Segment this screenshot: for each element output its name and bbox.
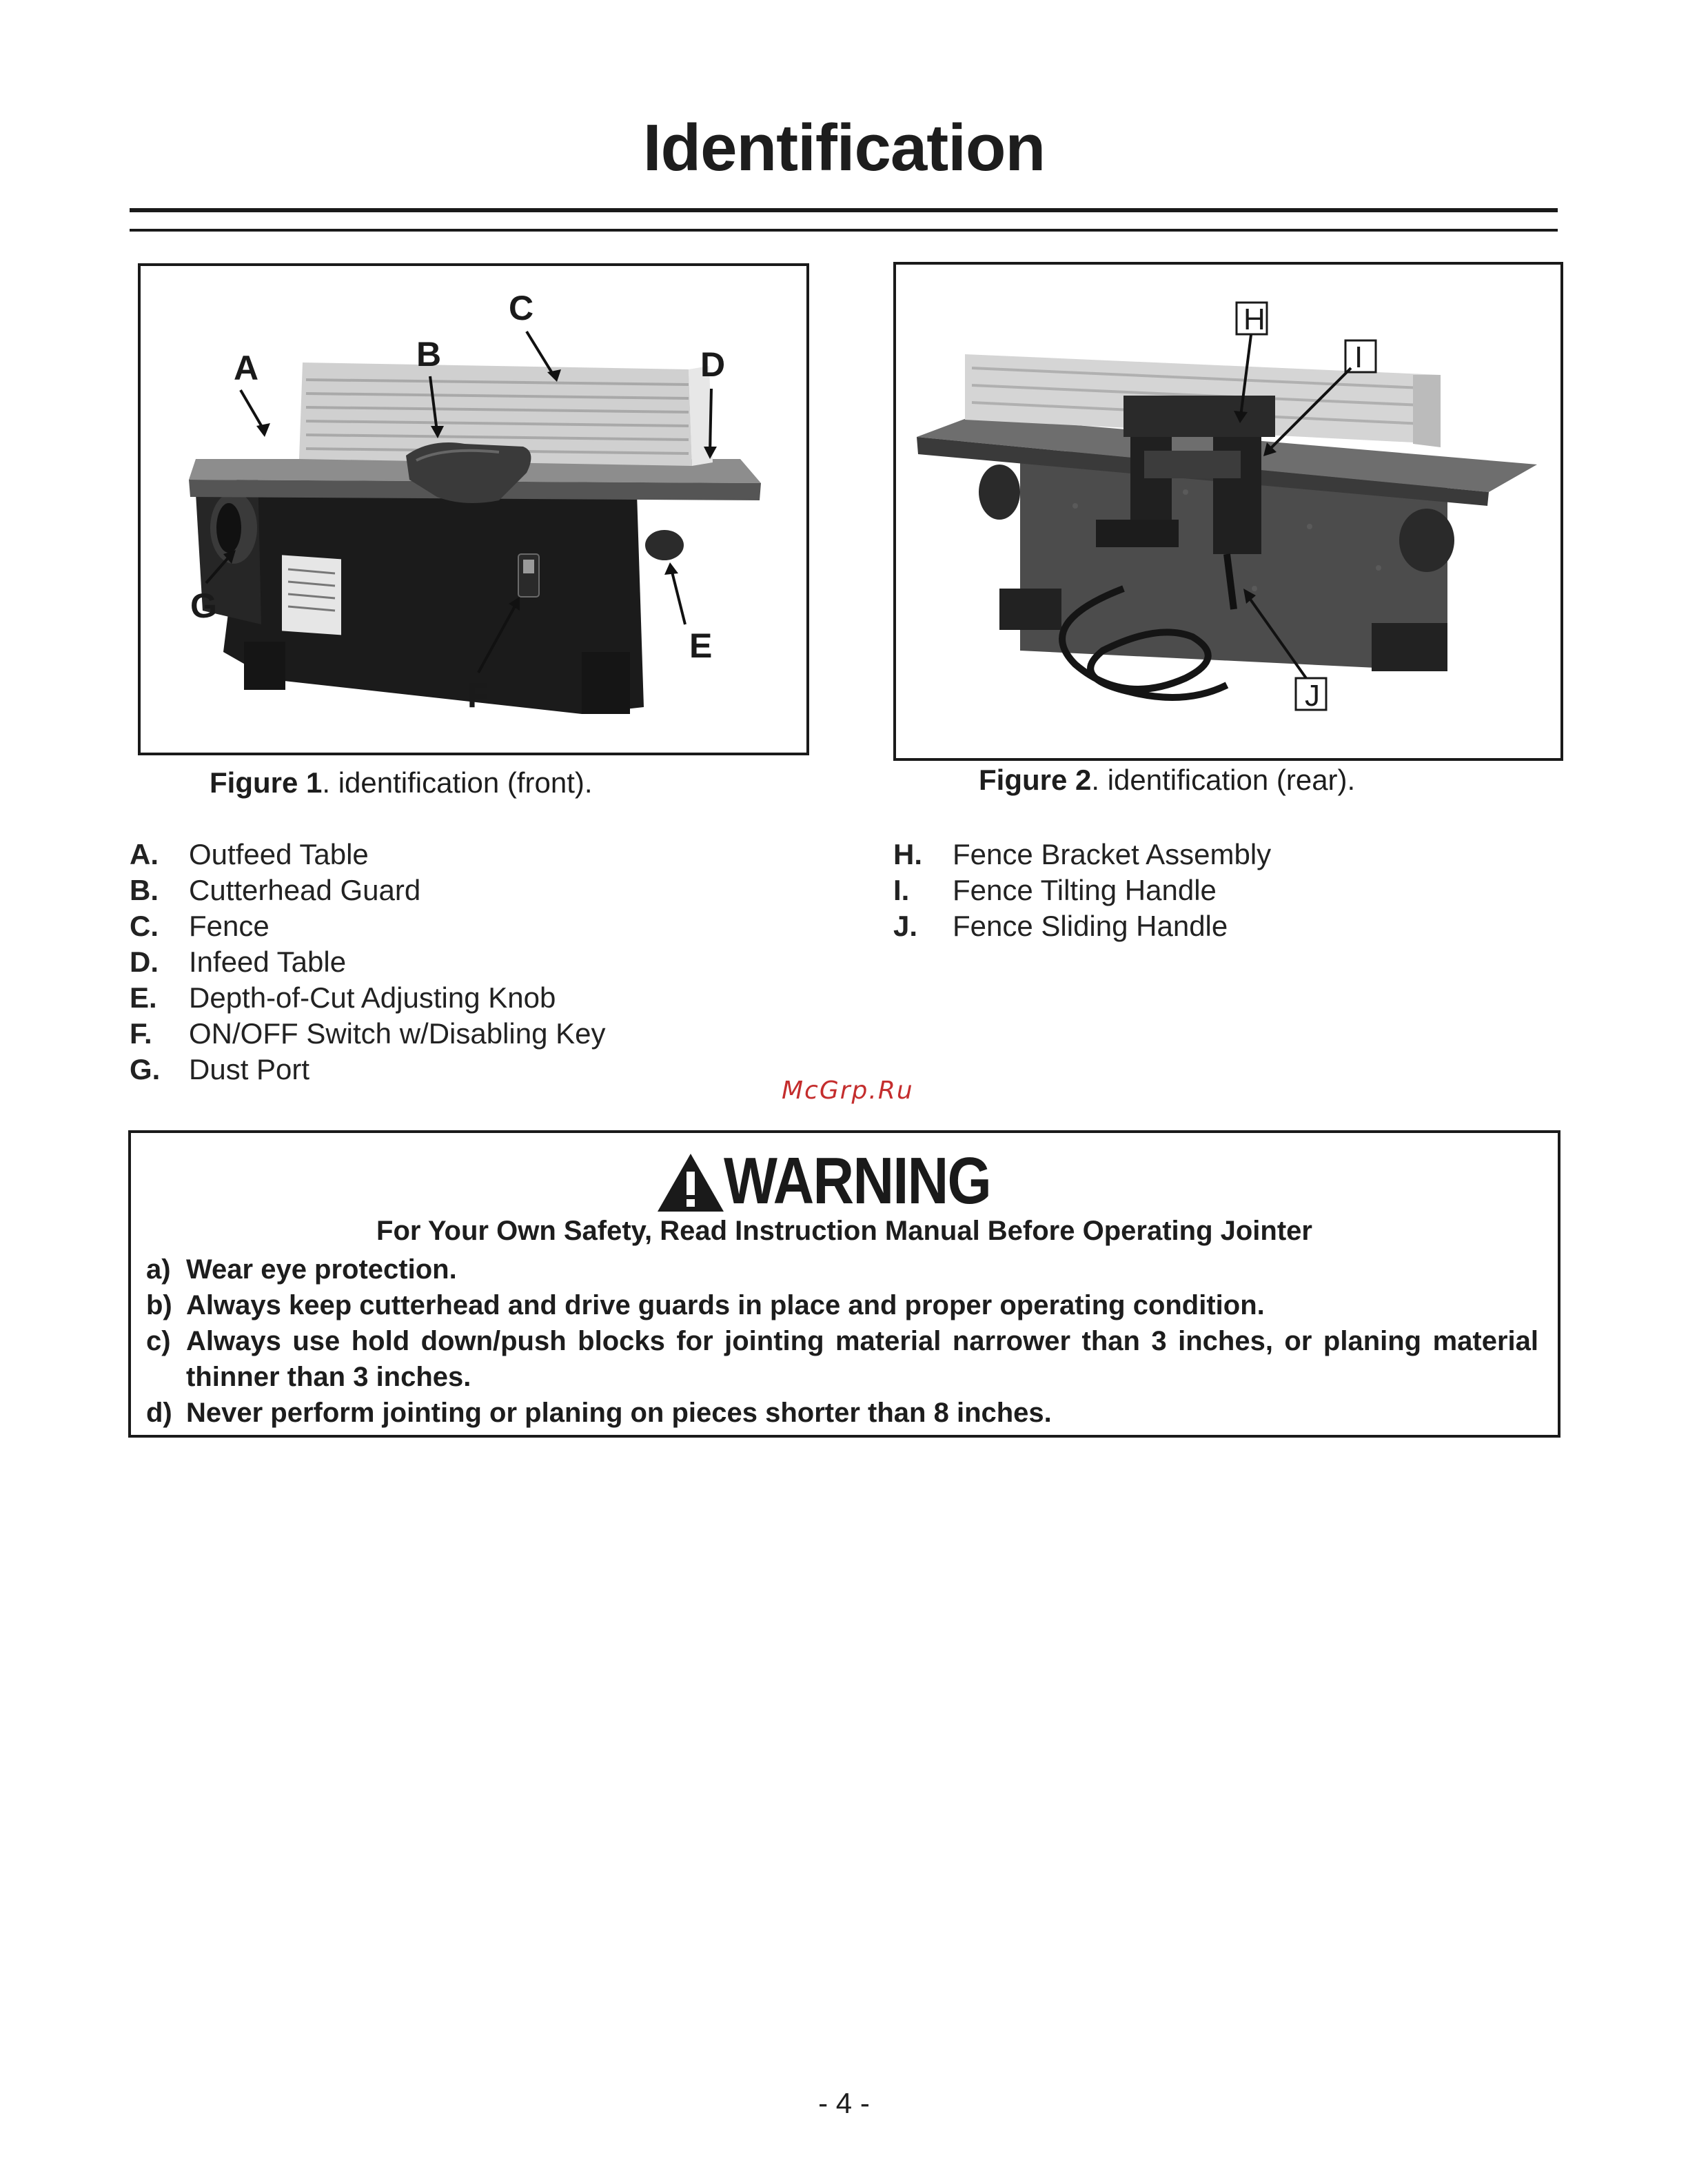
parts-list-rear [893,837,1271,944]
warning-item [146,1252,1538,1287]
title-rule-top [130,208,1558,212]
part-letter: E. [130,981,157,1014]
part-letter: B. [130,874,159,906]
callout-F: F [467,676,489,715]
warning-item-text: Always keep cutterhead and drive guards in place and proper operating condition. [186,1290,1265,1320]
warning-item [146,1395,1538,1431]
part-letter: H. [893,838,922,870]
part-name: Dust Port [189,1053,310,1085]
part-name: Fence Sliding Handle [953,910,1228,942]
title-rule-bottom [130,229,1558,232]
warning-item-letter: a) [146,1254,171,1285]
warning-box [128,1130,1560,1438]
page-title: Identification [642,111,1046,185]
figure-1-caption [210,766,593,799]
callout-B: B [416,335,442,374]
callout-C: C [509,289,534,327]
list-item [130,837,606,872]
part-name: Depth-of-Cut Adjusting Knob [189,981,556,1014]
part-name: Fence [189,910,270,942]
callout-I: I [1354,340,1363,374]
callout-E: E [689,626,713,665]
list-item [130,1052,606,1088]
part-letter: A. [130,838,159,870]
callout-G: G [190,586,217,625]
warning-triangle-icon [655,1151,726,1214]
part-letter: C. [130,910,159,942]
part-name: ON/OFF Switch w/Disabling Key [189,1017,606,1050]
warning-item [146,1287,1538,1323]
warning-word: WARNING [724,1144,990,1218]
page-number: - 4 - [818,2087,870,2119]
warning-item-text: Always use hold down/push blocks for jointing material narrower than 3 inches, or planing material thinner than 3 inches. [186,1326,1538,1392]
warning-item-text: Never perform jointing or planing on pieces shorter than 8 inches. [186,1398,1052,1428]
part-letter: J. [893,910,918,942]
jointer-front-illustration [141,266,806,753]
list-item [130,944,606,980]
list-item [130,1016,606,1052]
part-letter: F. [130,1017,152,1050]
list-item [130,908,606,944]
list-item [130,872,606,908]
part-letter: G. [130,1053,161,1085]
list-item [893,837,1271,872]
figure-2-caption [979,764,1355,797]
warning-item-text: Wear eye protection. [186,1254,457,1285]
figure-2-caption-text: . identification (rear). [1091,764,1356,796]
part-letter: D. [130,946,159,978]
warning-subheading: For Your Own Safety, Read Instruction Manual Before Operating Jointer [376,1216,1312,1246]
callout-A: A [234,349,259,387]
list-item [893,908,1271,944]
jointer-rear-illustration [896,265,1560,758]
figure-1-caption-label: Figure 1 [210,766,323,799]
part-name: Fence Tilting Handle [953,874,1217,906]
part-name: Cutterhead Guard [189,874,421,906]
part-letter: I. [893,874,910,906]
figure-2-caption-label: Figure 2 [979,764,1092,796]
list-item [130,980,606,1016]
warning-item [146,1323,1538,1395]
part-name: Fence Bracket Assembly [953,838,1272,870]
watermark: McGrp.Ru [782,1076,914,1105]
warning-list [146,1252,1538,1431]
warning-heading [131,1144,1558,1218]
figure-1-front-photo [138,263,809,755]
warning-item-letter: b) [146,1290,172,1320]
callout-J: J [1305,679,1320,713]
callout-D: D [700,345,726,384]
figure-1-caption-text: . identification (front). [322,766,593,799]
warning-item-letter: d) [146,1398,172,1428]
list-item [893,872,1271,908]
parts-list-front [130,837,606,1088]
callout-H: H [1243,303,1265,336]
part-name: Outfeed Table [189,838,369,870]
figure-2-rear-photo [893,262,1563,761]
warning-item-letter: c) [146,1326,171,1356]
part-name: Infeed Table [189,946,347,978]
